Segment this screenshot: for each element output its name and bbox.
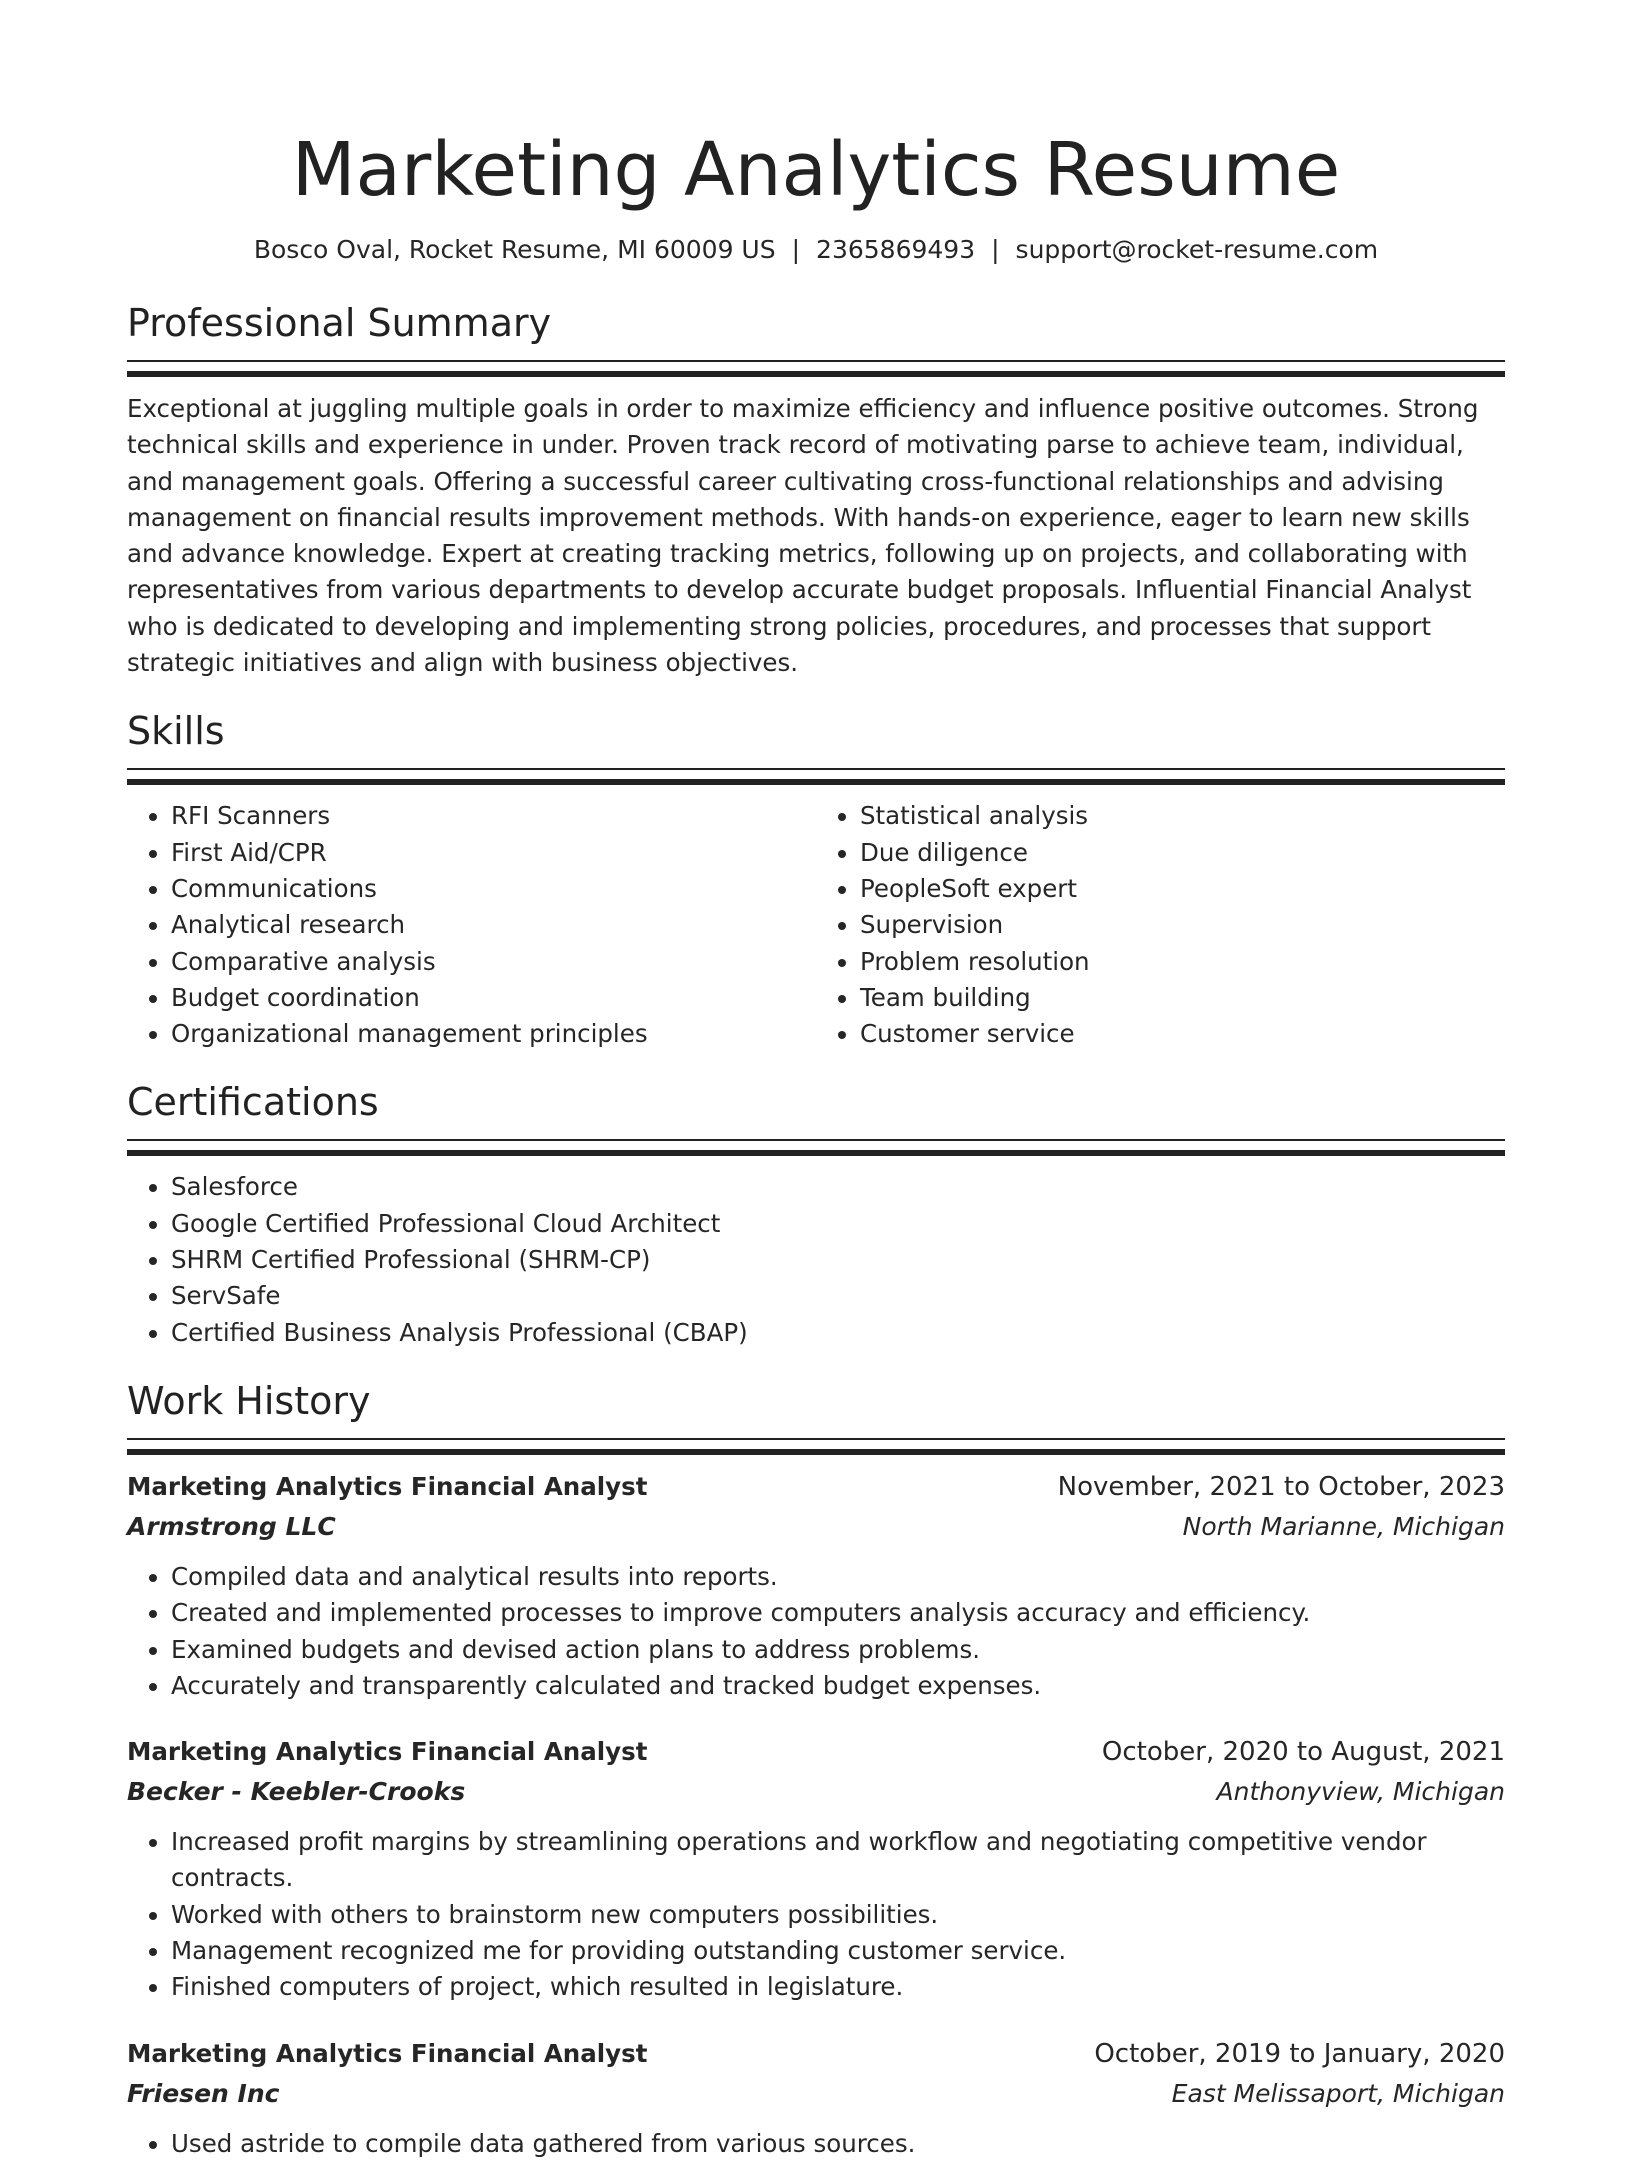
job-bullet: • Created and implemented processes to improve computers analysis accuracy and efficiency. (171, 1595, 1505, 1631)
job-company: Becker - Keebler-Crooks (127, 1777, 466, 1807)
job-bullet: • Management recognized me for providing outstanding customer service. (171, 1933, 1505, 1969)
section-divider (127, 768, 1505, 785)
skill-item: • First Aid/CPR (171, 835, 816, 871)
skill-item: • RFI Scanners (171, 798, 816, 834)
skill-item: • Comparative analysis (171, 944, 816, 980)
skill-item: • Budget coordination (171, 980, 816, 1016)
job-bullet: • Worked with others to brainstorm new computers possibilities. (171, 1897, 1505, 1933)
certifications-heading: Certifications (127, 1080, 379, 1125)
work-history-section (127, 1376, 1505, 2162)
job-bullet: • Used astride to compile data gathered from various sources. (171, 2126, 1505, 2162)
skills-grid (127, 798, 1505, 1052)
skills-list-right (816, 798, 1505, 1052)
job-bullets (127, 2126, 1505, 2162)
job-title: Marketing Analytics Financial Analyst (127, 2038, 648, 2068)
contact-line (127, 232, 1505, 268)
skill-item: • Analytical research (171, 907, 816, 943)
contact-email: support@rocket-resume.com (1015, 235, 1379, 264)
skill-item: • Due diligence (860, 835, 1505, 871)
job-dates: October, 2019 to January, 2020 (1094, 2038, 1505, 2069)
skill-item: • Organizational management principles (171, 1016, 816, 1052)
contact-phone: 2365869493 (816, 235, 976, 264)
section-divider (127, 360, 1505, 377)
job-company-row (127, 1507, 1505, 1547)
job-title: Marketing Analytics Financial Analyst (127, 1471, 648, 1501)
certifications-list (127, 1169, 1505, 1350)
certification-item: • ServSafe (171, 1278, 1505, 1314)
job-dates: November, 2021 to October, 2023 (1057, 1471, 1505, 1502)
job-bullet: • Compiled data and analytical results into reports. (171, 1559, 1505, 1595)
job-bullets (127, 1559, 1505, 1704)
job-bullet: • Finished computers of project, which resulted in legislature. (171, 1969, 1505, 2005)
contact-separator: | (991, 235, 1000, 264)
skill-item: • Team building (860, 980, 1505, 1016)
summary-text: Exceptional at juggling multiple goals in order to maximize efficiency and influence positive outcomes. Strong technical skills and experience in under. Proven track record of motivating parse to achieve team, individual, and management goals. Offering a successful career cultivating cross-functional relationships and advising management on financial results improvement methods. With hands-on experience, eager to learn new skills and advance knowledge. Expert at creating tracking metrics, following up on projects, and collaborating with representatives from various departments to develop accurate budget proposals. Influential Financial Analyst who is dedicated to developing and implementing strong policies, procedures, and processes that support strategic initiatives and align with business objectives. (127, 394, 1479, 678)
section-divider (127, 1139, 1505, 1156)
job-header-row (127, 1732, 1505, 1772)
skill-item: • Communications (171, 871, 816, 907)
job-bullet: • Increased profit margins by streamlining operations and workflow and negotiating competitive vendor contracts. (171, 1824, 1505, 1897)
certification-item: • SHRM Certified Professional (SHRM-CP) (171, 1242, 1505, 1278)
job-bullet: • Examined budgets and devised action plans to address problems. (171, 1632, 1505, 1668)
skill-item: • PeopleSoft expert (860, 871, 1505, 907)
work-history-heading: Work History (127, 1378, 371, 1423)
job-entry (127, 2034, 1505, 2162)
job-entry (127, 1732, 1505, 2005)
contact-address: Bosco Oval, Rocket Resume, MI 60009 US (253, 235, 776, 264)
skills-heading: Skills (127, 709, 225, 754)
certification-item: • Salesforce (171, 1169, 1505, 1205)
skill-item: • Supervision (860, 907, 1505, 943)
skills-list-left (127, 798, 816, 1052)
job-bullet: • Accurately and transparently calculated and tracked budget expenses. (171, 1668, 1505, 1704)
skill-item: • Customer service (860, 1016, 1505, 1052)
job-dates: October, 2020 to August, 2021 (1101, 1737, 1505, 1768)
skill-item: • Problem resolution (860, 944, 1505, 980)
job-company: Armstrong LLC (127, 1511, 336, 1541)
contact-separator: | (791, 235, 801, 264)
job-location: North Marianne, Michigan (1182, 1511, 1505, 1541)
job-location: Anthonyview, Michigan (1216, 1777, 1505, 1807)
job-header-row (127, 1467, 1505, 1507)
skills-section (127, 706, 1505, 1052)
certification-item: • Google Certified Professional Cloud Architect (171, 1206, 1505, 1242)
job-title: Marketing Analytics Financial Analyst (127, 1737, 648, 1767)
job-entry (127, 1467, 1505, 1704)
job-company-row (127, 1772, 1505, 1812)
resume-title: Marketing Analytics Resume (291, 127, 1341, 213)
skill-item: • Statistical analysis (860, 798, 1505, 834)
summary-heading: Professional Summary (127, 301, 552, 345)
job-company: Friesen Inc (127, 2078, 280, 2108)
job-header-row (127, 2034, 1505, 2074)
job-location: East Melissaport, Michigan (1171, 2078, 1505, 2108)
summary-section (127, 298, 1505, 681)
job-bullets (127, 1824, 1505, 2005)
certification-item: • Certified Business Analysis Professional (CBAP) (171, 1315, 1505, 1351)
section-divider (127, 1438, 1505, 1455)
job-company-row (127, 2074, 1505, 2114)
certifications-section (127, 1077, 1505, 1350)
